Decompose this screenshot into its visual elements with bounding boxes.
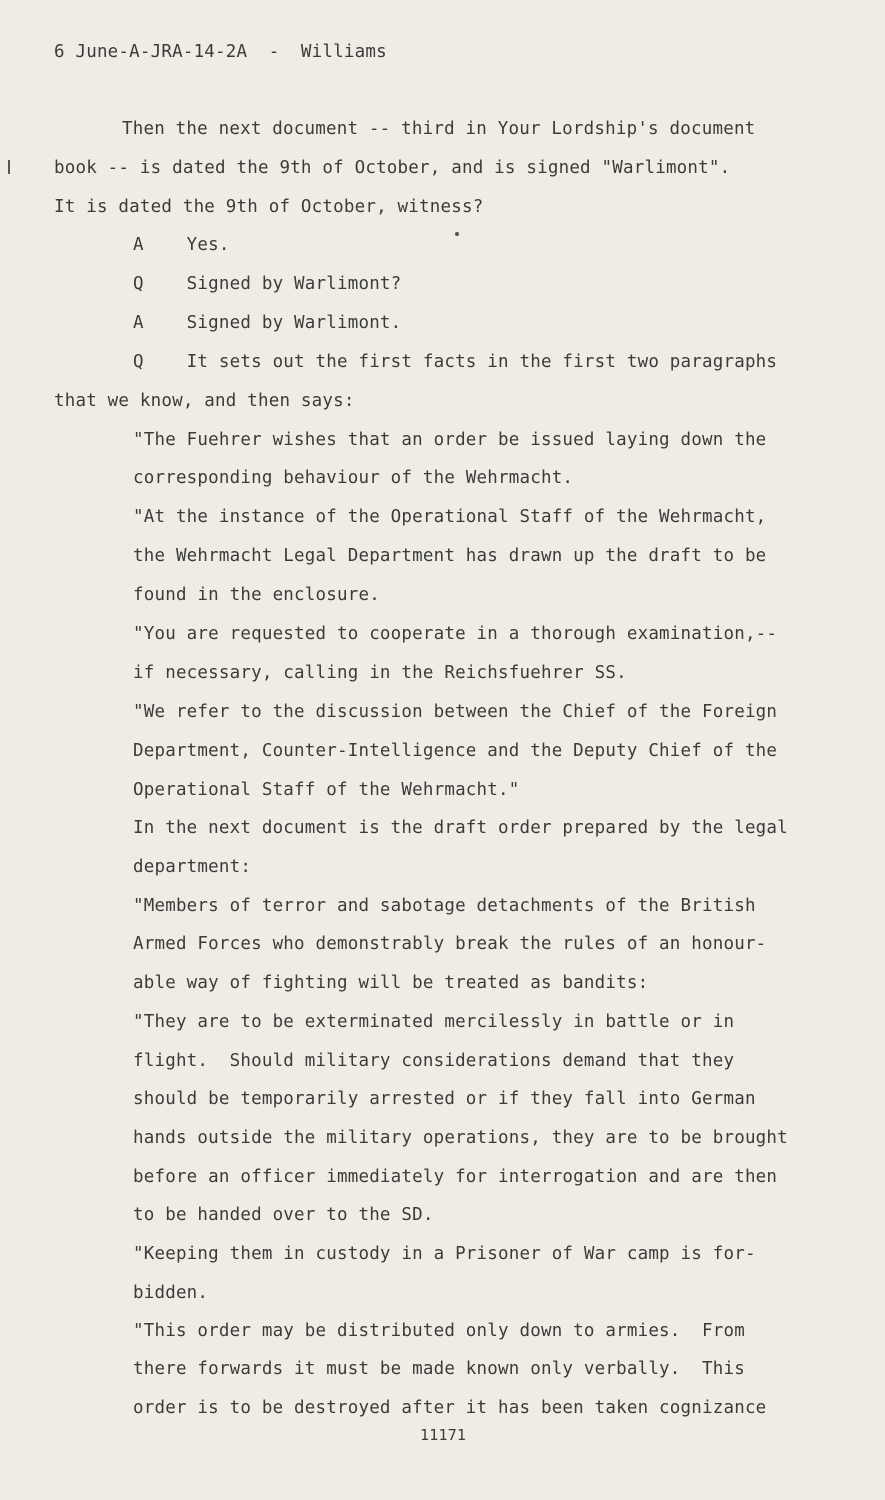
text-line: Q Signed by Warlimont? [133,274,402,294]
text-line: "Members of terror and sabotage detachments of the British [133,896,756,916]
text-line: "This order may be distributed only down to armies. From [133,1321,745,1341]
text-line: A Yes. [133,235,230,255]
text-line: corresponding behaviour of the Wehrmacht. [133,468,574,488]
text-line: bidden. [133,1283,209,1303]
margin-mark [8,160,10,174]
page-number: 11171 [420,1426,467,1444]
text-line: department: [133,857,252,877]
text-line: before an officer immediately for interrogation and are then [133,1167,778,1187]
text-line: Then the next document -- third in Your Lordship's document [122,119,756,139]
text-line: It is dated the 9th of October, witness? [54,197,484,217]
text-line: "The Fuehrer wishes that an order be issued laying down the [133,430,767,450]
text-line: if necessary, calling in the Reichsfuehrer SS. [133,663,627,683]
ink-dot [455,232,459,236]
text-line: book -- is dated the 9th of October, and is signed "Warlimont". [54,158,731,178]
text-line: Department, Counter-Intelligence and the Deputy Chief of the [133,741,778,761]
text-line: flight. Should military considerations demand that they [133,1051,735,1071]
text-line: found in the enclosure. [133,585,380,605]
text-line: there forwards it must be made known only verbally. This [133,1359,745,1379]
text-line: hands outside the military operations, they are to be brought [133,1128,788,1148]
text-line: Armed Forces who demonstrably break the rules of an honour- [133,934,767,954]
text-line: "At the instance of the Operational Staff of the Wehrmacht, [133,507,767,527]
text-line: In the next document is the draft order prepared by the legal [133,818,788,838]
text-line: "They are to be exterminated mercilessly in battle or in [133,1012,735,1032]
text-line: the Wehrmacht Legal Department has drawn up the draft to be [133,546,767,566]
text-line: order is to be destroyed after it has been taken cognizance [133,1398,767,1418]
text-line: that we know, and then says: [54,391,355,411]
text-line: A Signed by Warlimont. [133,313,402,333]
text-line: should be temporarily arrested or if they fall into German [133,1089,756,1109]
text-line: Q It sets out the first facts in the first two paragraphs [133,352,778,372]
page-header: 6 June-A-JRA-14-2A - Williams [54,42,387,62]
text-line: "We refer to the discussion between the Chief of the Foreign [133,702,778,722]
text-line: to be handed over to the SD. [133,1205,434,1225]
text-line: able way of fighting will be treated as bandits: [133,973,649,993]
text-line: "You are requested to cooperate in a thorough examination,-- [133,624,778,644]
text-line: Operational Staff of the Wehrmacht." [133,780,520,800]
text-line: "Keeping them in custody in a Prisoner of War camp is for- [133,1244,756,1264]
